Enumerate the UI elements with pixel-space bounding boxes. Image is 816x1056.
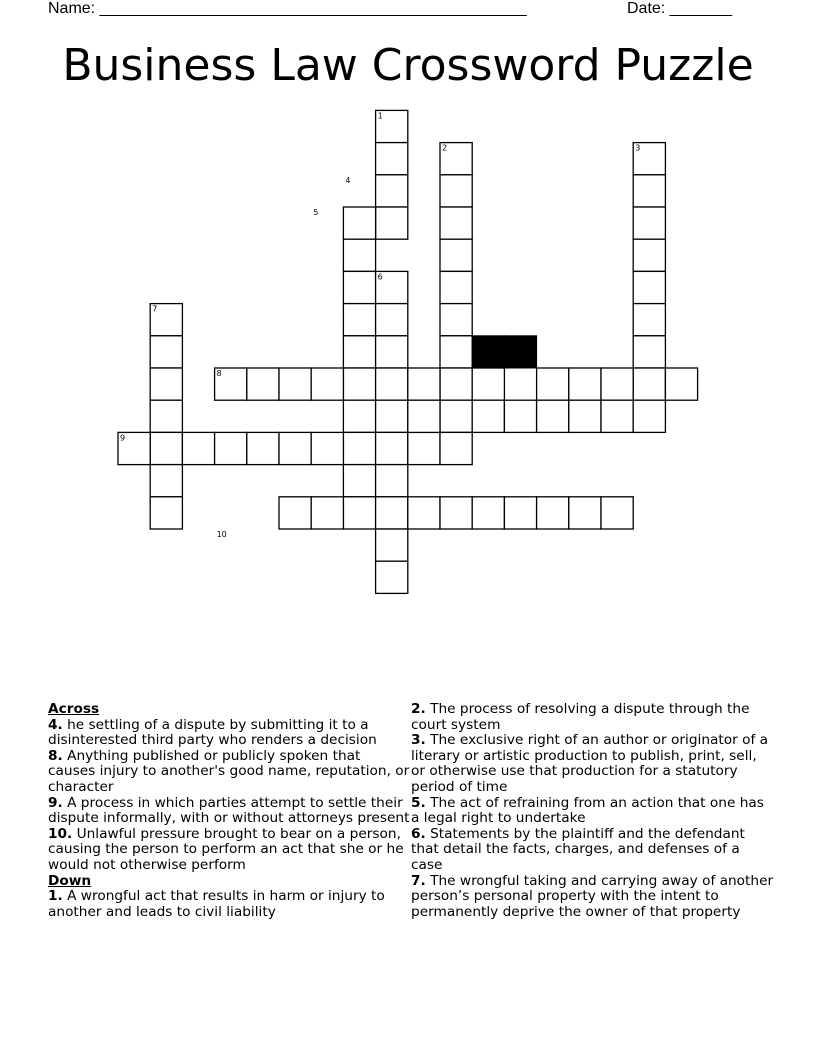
crossword-cell[interactable] bbox=[376, 175, 408, 207]
clue-number: 5. bbox=[411, 794, 426, 811]
clue-number: 4. bbox=[48, 716, 63, 733]
crossword-cell[interactable] bbox=[633, 207, 665, 239]
crossword-cell[interactable] bbox=[311, 497, 343, 529]
crossword-cell[interactable] bbox=[343, 336, 375, 368]
crossword-cell[interactable] bbox=[376, 465, 408, 497]
crossword-cell[interactable] bbox=[440, 497, 472, 529]
clue-number-label: 6 bbox=[377, 272, 383, 282]
crossword-cell[interactable] bbox=[440, 271, 472, 303]
crossword-cell[interactable] bbox=[440, 432, 472, 464]
clue-number: 8. bbox=[48, 747, 63, 764]
clue-number-label: 7 bbox=[152, 304, 158, 314]
across-clue-list bbox=[48, 718, 410, 874]
crossword-cell[interactable] bbox=[633, 239, 665, 271]
down-clue bbox=[411, 796, 775, 827]
down-clue bbox=[48, 889, 410, 920]
clue-number-label: 1 bbox=[377, 111, 383, 121]
crossword-cell[interactable] bbox=[504, 497, 536, 529]
across-heading: Across bbox=[48, 701, 100, 717]
crossword-cell[interactable] bbox=[569, 368, 601, 400]
clue-number: 9. bbox=[48, 794, 63, 811]
clue-number: 7. bbox=[411, 872, 426, 889]
crossword-cell[interactable] bbox=[440, 207, 472, 239]
crossword-cell[interactable] bbox=[440, 400, 472, 432]
clue-text: Unlawful pressure brought to bear on a person, causing the person to perform an act that she or he would not otherwise perform bbox=[48, 825, 404, 873]
crossword-cell[interactable] bbox=[601, 497, 633, 529]
crossword-cell[interactable] bbox=[472, 497, 504, 529]
crossword-cell[interactable] bbox=[376, 400, 408, 432]
down-clue bbox=[411, 733, 775, 795]
crossword-cell[interactable] bbox=[343, 271, 375, 303]
down-heading: Down bbox=[48, 872, 92, 889]
crossword-cell[interactable] bbox=[376, 304, 408, 336]
crossword-cell[interactable] bbox=[150, 368, 182, 400]
clue-number-label: 2 bbox=[442, 143, 448, 153]
across-clue bbox=[48, 749, 410, 796]
clues-left-column bbox=[48, 702, 410, 920]
crossword-cell[interactable] bbox=[665, 368, 697, 400]
crossword-cell[interactable] bbox=[343, 207, 375, 239]
crossword-cell[interactable] bbox=[343, 400, 375, 432]
crossword-cell[interactable] bbox=[408, 368, 440, 400]
across-clue bbox=[48, 718, 410, 749]
crossword-cell[interactable] bbox=[440, 368, 472, 400]
down-clue bbox=[411, 702, 775, 733]
crossword-cell[interactable] bbox=[247, 432, 279, 464]
crossword-cell[interactable] bbox=[569, 497, 601, 529]
crossword-cell[interactable] bbox=[633, 368, 665, 400]
crossword-cell[interactable] bbox=[150, 465, 182, 497]
clue-text: The exclusive right of an author or originator of a literary or artistic production to publish, print, sell, or otherwise use that production for a statutory period of time bbox=[411, 732, 769, 795]
crossword-cell[interactable] bbox=[343, 239, 375, 271]
crossword-cell[interactable] bbox=[633, 271, 665, 303]
clue-number-label: 9 bbox=[120, 433, 126, 443]
crossword-cell[interactable] bbox=[633, 304, 665, 336]
name-field[interactable]: Name: ________________________________________________ bbox=[48, 0, 527, 17]
crossword-cell[interactable] bbox=[633, 175, 665, 207]
crossword-cell[interactable] bbox=[279, 432, 311, 464]
crossword-cell[interactable] bbox=[150, 497, 182, 529]
crossword-cell[interactable] bbox=[537, 400, 569, 432]
crossword-cell[interactable] bbox=[150, 336, 182, 368]
crossword-cell[interactable] bbox=[279, 497, 311, 529]
crossword-cell[interactable] bbox=[440, 175, 472, 207]
crossword-cell[interactable] bbox=[440, 239, 472, 271]
crossword-cell[interactable] bbox=[376, 432, 408, 464]
crossword-cell[interactable] bbox=[408, 497, 440, 529]
crossword-cell[interactable] bbox=[343, 368, 375, 400]
blocked-cell bbox=[472, 336, 504, 368]
crossword-cell[interactable] bbox=[440, 336, 472, 368]
clue-text: Statements by the plaintiff and the defendant that detail the facts, charges, and defenses of a case bbox=[411, 825, 745, 873]
clue-number-label: 4 bbox=[345, 175, 351, 185]
clues-right-column bbox=[411, 702, 775, 920]
crossword-cell[interactable] bbox=[150, 432, 182, 464]
crossword-cell[interactable] bbox=[472, 400, 504, 432]
crossword-cell[interactable] bbox=[376, 529, 408, 561]
crossword-cell[interactable] bbox=[633, 400, 665, 432]
crossword-cell[interactable] bbox=[537, 497, 569, 529]
page-title: Business Law Crossword Puzzle bbox=[62, 40, 754, 91]
date-field[interactable]: Date: _______ bbox=[627, 0, 732, 17]
clue-number-label: 5 bbox=[313, 208, 319, 217]
crossword-cell[interactable] bbox=[311, 368, 343, 400]
crossword-cell[interactable] bbox=[343, 432, 375, 464]
clue-text: Anything published or publicly spoken that causes injury to another's good name, reputation, or character bbox=[48, 747, 410, 795]
clue-text: he settling of a dispute by submitting it to a disinterested third party who renders a decision bbox=[48, 716, 377, 749]
crossword-cell[interactable] bbox=[537, 368, 569, 400]
blocked-cell bbox=[504, 336, 536, 368]
crossword-cell[interactable] bbox=[376, 368, 408, 400]
clue-text: The process of resolving a dispute through the court system bbox=[411, 701, 750, 733]
across-clue bbox=[48, 827, 410, 874]
crossword-cell[interactable] bbox=[633, 336, 665, 368]
crossword-cell[interactable] bbox=[408, 400, 440, 432]
clue-text: The wrongful taking and carrying away of another person’s personal property with the intent to permanently deprive the owner of that property bbox=[411, 872, 774, 920]
crossword-cell[interactable] bbox=[343, 465, 375, 497]
clue-number: 6. bbox=[411, 825, 426, 842]
clue-number-label: 10 bbox=[216, 530, 227, 539]
clue-number: 10. bbox=[48, 825, 73, 842]
clue-text: A wrongful act that results in harm or injury to another and leads to civil liability bbox=[48, 888, 385, 920]
crossword-cell[interactable] bbox=[569, 400, 601, 432]
crossword-cell[interactable] bbox=[182, 432, 214, 464]
crossword-cell[interactable] bbox=[279, 368, 311, 400]
clue-number: 3. bbox=[411, 732, 426, 749]
clue-number-label: 8 bbox=[216, 369, 222, 378]
crossword-cell[interactable] bbox=[376, 143, 408, 175]
crossword-cell[interactable] bbox=[472, 368, 504, 400]
crossword-cell[interactable] bbox=[601, 400, 633, 432]
crossword-cell[interactable] bbox=[601, 368, 633, 400]
down-clue-list-right bbox=[411, 702, 775, 920]
clue-text: A process in which parties attempt to settle their dispute informally, with or without attorneys present bbox=[48, 794, 410, 827]
crossword-cell[interactable] bbox=[343, 497, 375, 529]
crossword-cell[interactable] bbox=[504, 400, 536, 432]
crossword-cell[interactable] bbox=[215, 432, 247, 464]
crossword-cell[interactable] bbox=[311, 432, 343, 464]
clue-number: 2. bbox=[411, 701, 426, 717]
crossword-cell[interactable] bbox=[408, 432, 440, 464]
clue-text: The act of refraining from an action that one has a legal right to undertake bbox=[411, 794, 764, 827]
clue-number-label: 3 bbox=[635, 143, 641, 153]
crossword-cell[interactable] bbox=[376, 207, 408, 239]
crossword-cell[interactable] bbox=[440, 304, 472, 336]
crossword-cell[interactable] bbox=[376, 336, 408, 368]
down-clue-list-left bbox=[48, 889, 410, 920]
crossword-cell[interactable] bbox=[376, 497, 408, 529]
crossword-cell[interactable] bbox=[376, 561, 408, 593]
crossword-cell[interactable] bbox=[150, 400, 182, 432]
crossword-cell[interactable] bbox=[247, 368, 279, 400]
clue-number: 1. bbox=[48, 888, 63, 905]
down-clue bbox=[411, 874, 775, 921]
down-clue bbox=[411, 827, 775, 874]
crossword-cell[interactable] bbox=[343, 304, 375, 336]
across-clue bbox=[48, 796, 410, 827]
